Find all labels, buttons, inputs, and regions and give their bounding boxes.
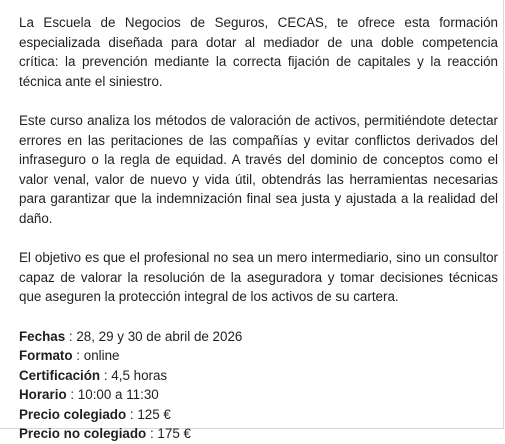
detail-row-non-member-price [19, 424, 498, 444]
detail-row-member-price [19, 405, 498, 425]
detail-separator: : [73, 348, 84, 363]
detail-separator: : [146, 426, 157, 441]
detail-label: Horario [19, 387, 67, 402]
detail-value: 28, 29 y 30 de abril de 2026 [76, 329, 242, 344]
objective-paragraph: El objetivo es que el profesional no sea un mero intermediario, sino un consultor capaz de valorar la resolución de la aseguradora y tomar decisiones técnicas que aseguren la protección integral de los activos de su cartera. [19, 248, 498, 307]
detail-separator: : [67, 387, 78, 402]
intro-paragraph: La Escuela de Negocios de Seguros, CECAS, te ofrece esta formación especializada diseñada para dotar al mediador de una doble competencia crítica: la prevención mediante la correcta fijación de capitales y la reacción técnica ante el siniestro. [19, 13, 498, 91]
detail-row-format [19, 346, 498, 366]
detail-separator: : [65, 329, 76, 344]
detail-separator: : [126, 407, 137, 422]
detail-value: 175 € [157, 426, 191, 441]
course-details [19, 327, 498, 444]
detail-separator: : [100, 368, 111, 383]
detail-label: Precio colegiado [19, 407, 126, 422]
detail-label: Certificación [19, 368, 100, 383]
detail-value: 10:00 a 11:30 [78, 387, 159, 402]
detail-label: Fechas [19, 329, 65, 344]
detail-row-schedule [19, 385, 498, 405]
detail-label: Precio no colegiado [19, 426, 146, 441]
course-description [19, 13, 498, 444]
detail-value: online [84, 348, 120, 363]
course-analysis-paragraph: Este curso analiza los métodos de valoración de activos, permitiéndote detectar errores en las peritaciones de las compañías y evitar conflictos derivados del infraseguro o la regla de equidad. A través del dominio de conceptos como el valor venal, valor de nuevo y vida útil, obtendrás las herramientas necesarias para garantizar que la indemnización final sea justa y ajustada a la realidad del daño. [19, 111, 498, 229]
detail-value: 4,5 horas [111, 368, 167, 383]
detail-row-dates [19, 327, 498, 347]
detail-value: 125 € [137, 407, 171, 422]
detail-label: Formato [19, 348, 73, 363]
detail-row-certification [19, 366, 498, 386]
